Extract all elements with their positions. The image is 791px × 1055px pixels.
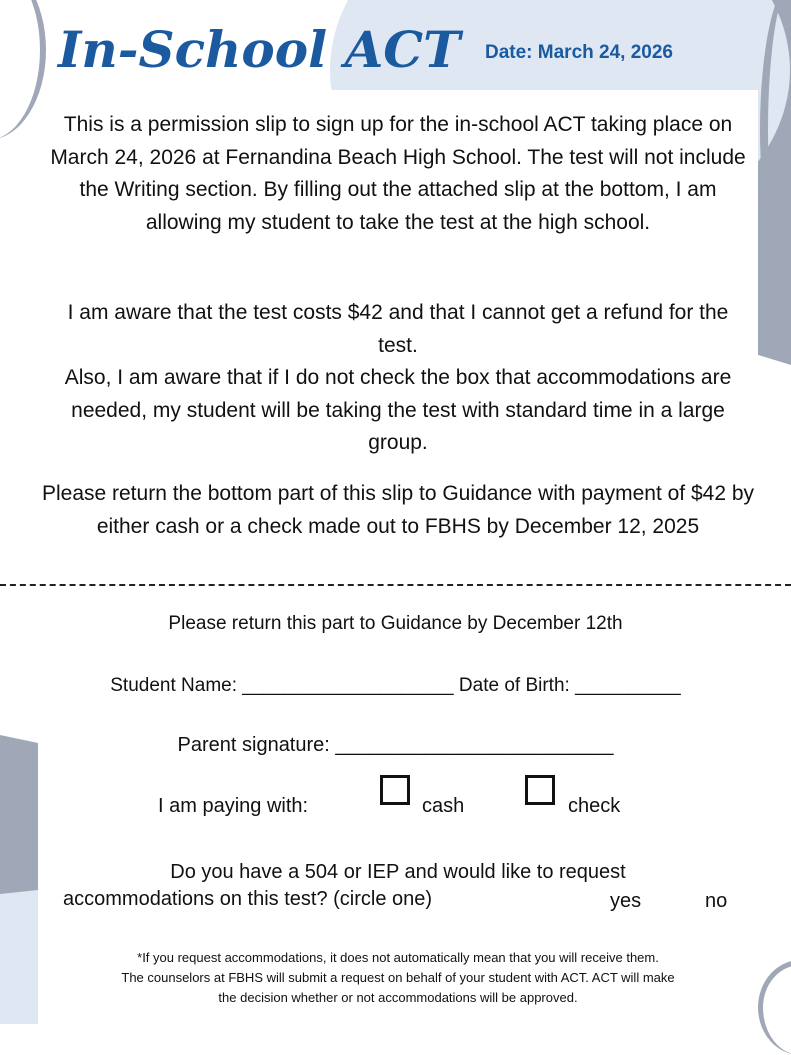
cost-paragraph — [40, 297, 756, 460]
intro-paragraph: This is a permission slip to sign up for the in-school ACT taking place on March 24, 2026 at Fernandina Beach High School. The test will not include the Writing section. By filling out the attached slip at the bottom, I am allowing my student to take the test at the high school. — [50, 113, 746, 234]
check-checkbox[interactable] — [525, 775, 555, 805]
cut-line — [0, 584, 791, 586]
check-label: check — [568, 795, 621, 817]
test-date: Date: March 24, 2026 — [485, 42, 673, 63]
parent-signature-row — [0, 734, 791, 757]
answer-no[interactable]: no — [705, 890, 728, 912]
parent-signature-field[interactable]: _________________________ — [335, 734, 614, 756]
return-note: Please return this part to Guidance by December 12th — [168, 613, 623, 634]
footnote — [40, 948, 756, 1008]
payment-row — [0, 775, 791, 825]
answer-yes[interactable]: yes — [610, 890, 642, 912]
return-instructions: Please return the bottom part of this slip to Guidance with payment of $42 by either cash or a check made out to FBHS by December 12, 2025 — [41, 482, 755, 538]
cost-statement: I am aware that the test costs $42 and that I cannot get a refund for the test. — [67, 301, 729, 357]
cash-label: cash — [422, 795, 465, 817]
footnote-line-2: The counselors at FBHS will submit a request on behalf of your student with ACT. ACT will make — [121, 970, 675, 985]
accommodation-question-row — [0, 886, 791, 918]
footnote-line-1: *If you request accommodations, it does not automatically mean that you will receive them. — [137, 950, 659, 965]
dob-label: Date of Birth: — [458, 675, 570, 696]
decorative-arc-bottom — [758, 960, 791, 1055]
parent-signature-label: Parent signature: — [177, 734, 330, 756]
student-info-row — [0, 675, 791, 697]
accommodation-question-line-1: Do you have a 504 or IEP and would like to request — [170, 861, 626, 883]
student-name-field[interactable]: ____________________ — [242, 675, 454, 696]
paying-label: I am paying with: — [158, 795, 309, 817]
page-title: In-School ACT — [58, 20, 461, 79]
student-name-label: Student Name: — [110, 675, 237, 696]
dob-field[interactable]: __________ — [575, 675, 681, 696]
accommodation-statement: Also, I am aware that if I do not check the box that accommodations are needed, my student will be taking the test with standard time in a large group. — [64, 366, 732, 454]
cash-checkbox[interactable] — [380, 775, 410, 805]
footnote-line-3: the decision whether or not accommodations will be approved. — [218, 990, 578, 1005]
accommodation-question-line-2: accommodations on this test? (circle one) — [63, 888, 433, 910]
